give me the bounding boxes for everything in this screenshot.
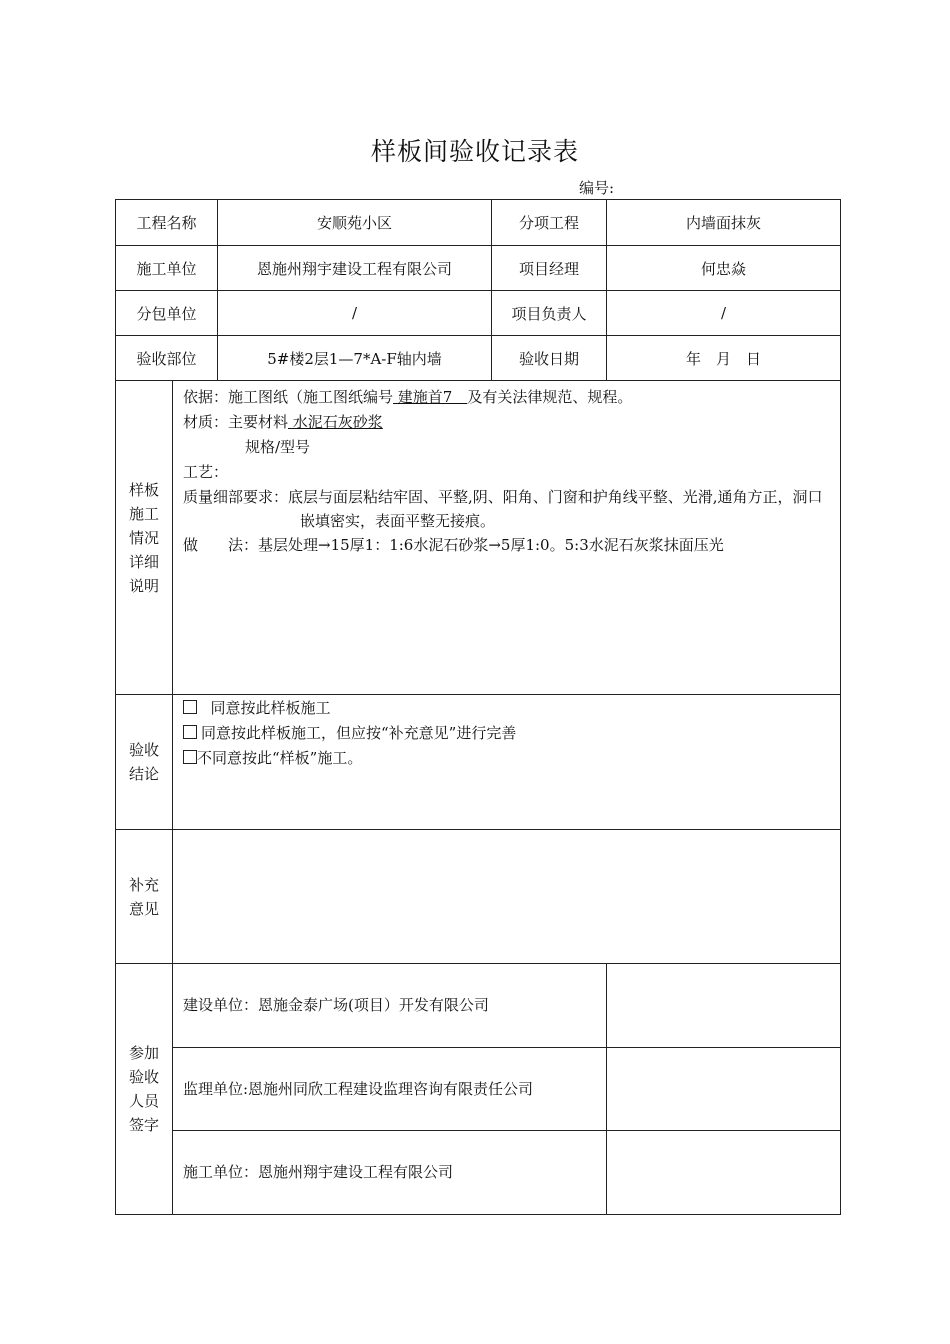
conclusion-option-approve[interactable]: 同意按此样板施工 (183, 696, 832, 721)
method-line: 做 法：基层处理→15厚1：1:6水泥石砂浆→5厚1:0。5:3水泥石灰浆抹面压光 (183, 536, 724, 554)
contractor-signature-field[interactable] (607, 1131, 841, 1215)
contractor-label: 施工单位 (116, 246, 218, 291)
supervisor-signature-field[interactable] (607, 1048, 841, 1131)
info-row-contractor (116, 246, 841, 291)
sub-item-label: 分项工程 (492, 200, 607, 246)
info-row-location (116, 336, 841, 381)
opinion-row (116, 830, 841, 964)
sub-item-value: 内墙面抹灰 (607, 200, 841, 246)
basis-line: 依据：施工图纸（施工图纸编号 建施首7 及有关法律规范、规程。 (183, 388, 633, 406)
conclusion-row (116, 695, 841, 830)
contractor-unit: 施工单位：恩施州翔宇建设工程有限公司 (173, 1131, 607, 1215)
checkbox-icon[interactable] (183, 725, 197, 739)
conclusion-option-approve-with-changes[interactable]: 同意按此样板施工，但应按“补充意见”进行完善 (183, 721, 832, 746)
details-row (116, 381, 841, 695)
conclusion-label: 验收 结论 (116, 695, 173, 830)
drawing-number: 建施首7 (393, 388, 468, 406)
info-row-project (116, 200, 841, 246)
project-name-label: 工程名称 (116, 200, 218, 246)
material-value: 水泥石灰砂浆 (288, 413, 383, 431)
signature-row-owner (116, 964, 841, 1048)
inspection-location-label: 验收部位 (116, 336, 218, 381)
project-manager-label: 项目经理 (492, 246, 607, 291)
process-line: 工艺： (183, 463, 229, 481)
inspection-date-label: 验收日期 (492, 336, 607, 381)
contractor-value: 恩施州翔宇建设工程有限公司 (218, 246, 492, 291)
project-name-value: 安顺苑小区 (218, 200, 492, 246)
checkbox-icon[interactable] (183, 700, 197, 714)
spec-line: 规格/型号 (245, 438, 311, 456)
acceptance-form-table (115, 199, 841, 1215)
owner-unit: 建设单位：恩施金泰广场(项目）开发有限公司 (173, 964, 607, 1048)
checkbox-icon[interactable] (183, 750, 197, 764)
opinion-field[interactable] (173, 830, 841, 964)
conclusion-options (173, 695, 841, 830)
details-content (173, 381, 841, 695)
form-title: 样板间验收记录表 (370, 137, 579, 166)
project-manager-value: 何忠焱 (607, 246, 841, 291)
owner-signature-field[interactable] (607, 964, 841, 1048)
quality-requirements: 质量细部要求：底层与面层粘结牢固、平整,阴、阳角、门窗和护角线平整、光滑,通角方正，洞口嵌填密实，表面平整无接痕。 (183, 488, 823, 530)
conclusion-option-reject[interactable]: 不同意按此“样板”施工。 (183, 746, 832, 771)
signature-row-supervisor (116, 1048, 841, 1131)
opinion-label: 补充 意见 (116, 830, 173, 964)
document-number-label: 编号: (579, 179, 615, 197)
subcontractor-value: / (218, 291, 492, 336)
project-lead-value: / (607, 291, 841, 336)
details-label: 样板 施工 情况 详细 说明 (116, 381, 173, 695)
inspection-date-value: 年 月 日 (607, 336, 841, 381)
info-row-subcontractor (116, 291, 841, 336)
signature-row-contractor (116, 1131, 841, 1215)
signatures-label: 参加 验收 人员 签字 (116, 964, 173, 1215)
inspection-location-value: 5#楼2层1—7*A-F轴内墙 (218, 336, 492, 381)
project-lead-label: 项目负责人 (492, 291, 607, 336)
document-number (579, 177, 679, 198)
supervisor-unit: 监理单位:恩施州同欣工程建设监理咨询有限责任公司 (173, 1048, 607, 1131)
subcontractor-label: 分包单位 (116, 291, 218, 336)
material-line: 材质：主要材料 水泥石灰砂浆 (183, 413, 383, 431)
